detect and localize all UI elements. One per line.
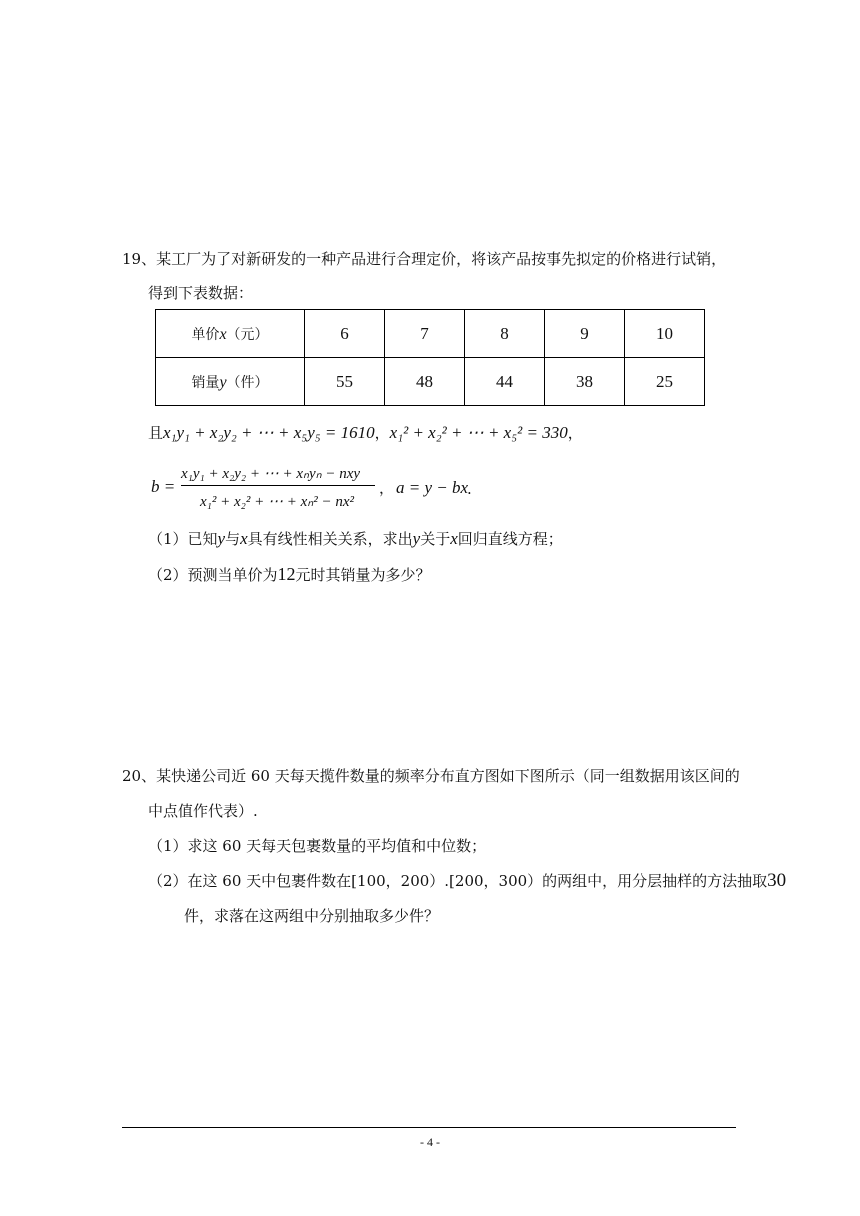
table-cell: 6 [305,310,385,358]
sub1-text: （1）已知 [148,530,218,548]
table-cell: 7 [385,310,465,358]
sub1-text: 关于 [420,530,451,548]
formula-b-denominator: x₁² + x₂² + ⋯ + xₙ² − nx² [200,494,355,510]
sub1-var: x [240,529,248,548]
formula-a: a = y − bx [396,478,469,497]
given-end: ， [567,424,583,442]
row-header-label: 单价 [191,326,220,343]
q20-stem-line2: 中点值作代表）. [148,802,258,820]
sub1-var: x [450,529,458,548]
q19-data-table [155,309,705,406]
page-number: - 4 - [420,1135,440,1149]
table-cell: 55 [305,358,385,406]
sub1-text: 与 [225,530,241,548]
table-cell: 38 [545,358,625,406]
row-header-sales [156,358,305,406]
sub2-text: 元时其销量为多少？ [295,566,431,584]
table-row-price [156,310,705,358]
q20-stem-line1: 20、某快递公司近 60 天每天揽件数量的频率分布直方图如下图所示（同一组数据用该区间的 [122,767,740,785]
table-cell: 9 [545,310,625,358]
q20-sub2-continued: 件，求落在这两组中分别抽取多少件？ [184,907,440,925]
q19-stem-line2: 得到下表数据： [148,284,254,302]
q20-sub2 [148,871,786,891]
row-header-var: x [219,325,227,343]
formula-b-lhs: b = [151,477,176,496]
sum-x2-formula: x₁² + x₂² + ⋯ + x₅² = 330 [389,423,568,442]
sub1-text: 回归直线方程； [457,530,563,548]
q19-given-line [148,423,583,443]
table-cell: 25 [625,358,705,406]
sub2-text: （2）在这 60 天中包裹件数在[100，200）.[200，300）的两组中，用分层抽样的方法抽取 [148,872,768,890]
formula-b-numerator: x₁y₁ + x₂y₂ + ⋯ + xₙyₙ − nxy [181,466,361,482]
sub2-number: 12 [277,564,296,584]
row-header-label: 销量 [191,374,220,391]
table-cell: 10 [625,310,705,358]
row-header-var: y [219,373,227,391]
formula-separator: ， [379,479,395,497]
table-row-sales [156,358,705,406]
given-separator: ， [374,424,390,442]
formula-end: . [467,480,472,498]
q19-stem-line1: 19、某工厂为了对新研发的一种产品进行合理定价，将该产品按事先拟定的价格进行试销， [122,250,727,268]
table-cell: 8 [465,310,545,358]
sum-xy-formula: x₁y₁ + x₂y₂ + ⋯ + x₅y₅ = 1610 [163,423,375,442]
sub1-var: y [412,529,421,548]
sub1-text: 具有线性相关关系，求出 [247,530,413,548]
sub1-var: y [217,529,226,548]
table-cell: 44 [465,358,545,406]
table-cell: 48 [385,358,465,406]
row-header-price [156,310,305,358]
q20-sub1: （1）求这 60 天每天包裹数量的平均值和中位数； [148,837,487,855]
sub2-number: 30 [767,870,787,891]
given-prefix: 且 [148,424,164,442]
row-header-unit: （件） [226,374,269,391]
sub2-text: （2）预测当单价为 [148,566,278,584]
q19-sub1 [148,529,563,549]
q19-sub2 [148,564,431,585]
footer-divider [122,1127,736,1128]
fraction-bar [181,485,375,486]
row-header-unit: （元） [226,326,269,343]
